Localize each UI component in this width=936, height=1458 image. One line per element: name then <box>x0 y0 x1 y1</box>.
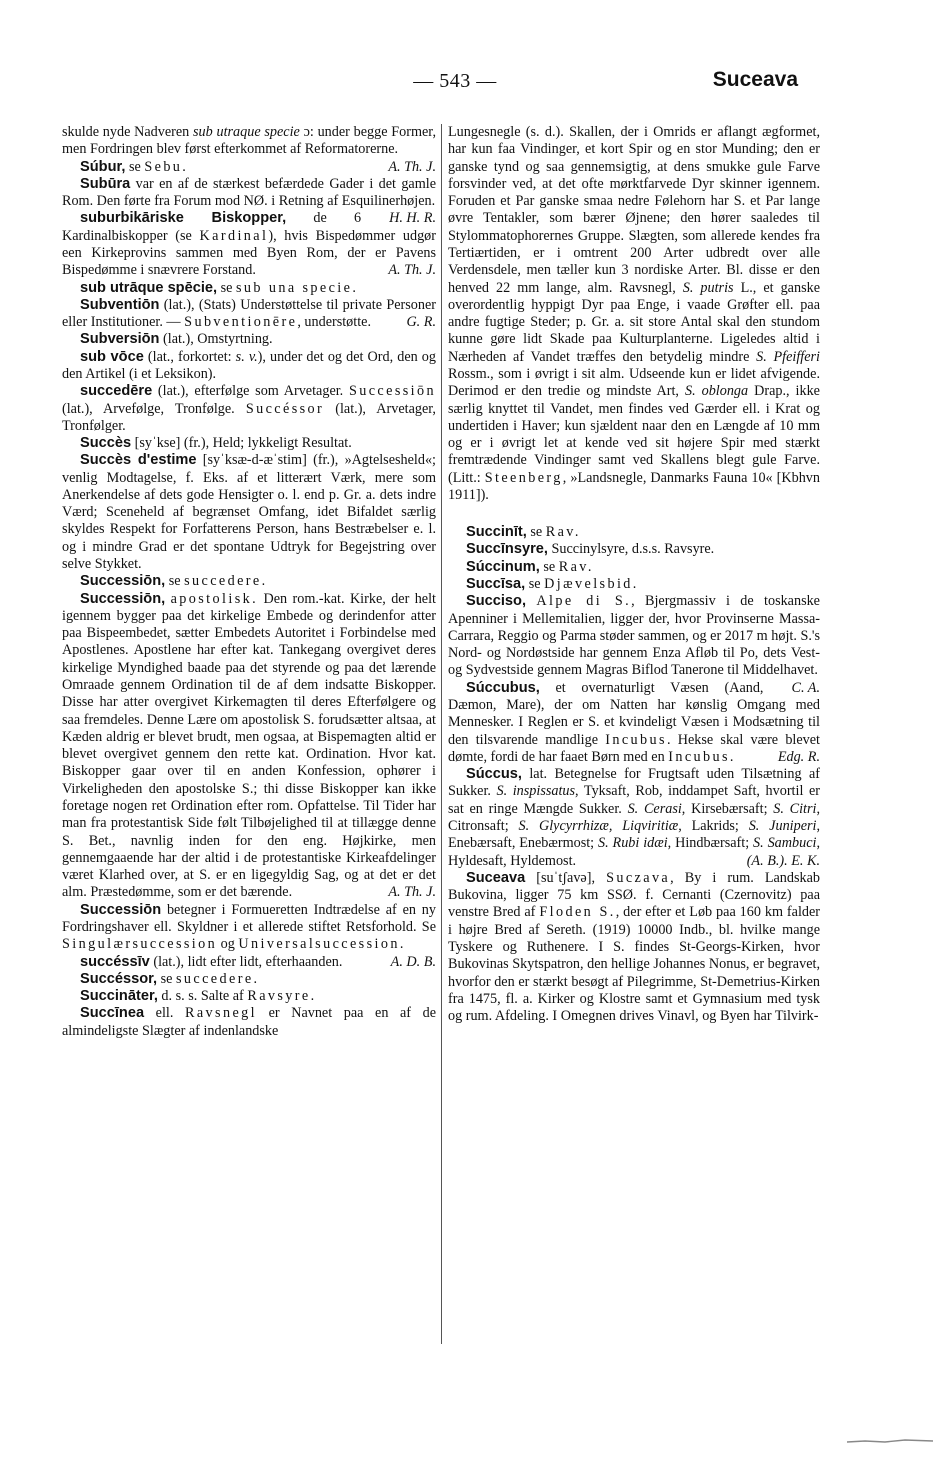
author-signature: G. R. <box>406 314 436 331</box>
italic-term: s. v. <box>235 348 258 365</box>
dictionary-entry <box>448 576 820 593</box>
entry-text: er Navnet paa en af de almindeligste Slægter af indenlandske <box>62 1005 437 1039</box>
dictionary-entry <box>62 435 436 452</box>
entry-text: , »Landsnegle, Danmarks Fauna 10« [Kbhvn 1911]). <box>448 469 820 503</box>
entry-text: , By i rum. Landskab Bukovina, ligger 75 km SSØ. f. Cernanti (Czernovitz) paa venstre Bred af <box>448 869 820 921</box>
dictionary-entry <box>62 591 436 902</box>
italic-term: S. Juniperi <box>748 817 817 834</box>
dictionary-entry <box>62 452 436 573</box>
entry-text <box>526 593 536 609</box>
entry-text: [syˈkse] (fr.), Held; lykkeligt Resultat. <box>131 435 352 452</box>
entry-headword: Súccinum, <box>466 558 540 575</box>
entry-text: ell. <box>144 1005 185 1022</box>
dictionary-entry <box>448 541 820 558</box>
entry-headword: sub utrāque spēcie, <box>80 279 218 296</box>
entry-text: Lungesnegle (s. d.). Skallen, der i Omrids er aflangt ægformet, har kun faa Vindinger, et kort Spir og en stor Munding; den er ganske tynd og saa gennemsigtig, at dens smukke gule Farve forsvinder ved, at det ofte mørktfarvede Dyr skinner igennem. Foruden et Par ganske smaa nedre Følehorn har S. et Par lange øvre Tentakler, som bærer Øjnene; den hører saaledes til Stylommatophorernes Gruppe. Slægten, som allerede kendes fra Tertiærtiden, er i omtrent 200 Arter udbredt over alle Verdensdele, men tæller kun 3 nordiske Arter. Bl. disse er den henved 22 mm lange, alm. Ravsnegl, <box>448 124 820 296</box>
entry-text: (lat.), Arvetager, Tronfølger. <box>62 400 436 434</box>
entry-text: et overnaturligt Væsen (Aand, Dæmon, Mare), der om Natten har kønslig Omgang med Mennesker. I Reglen er S. et kvindeligt Væsen i Modsætning til den tilsvarende mandlige <box>448 679 820 748</box>
entry-text: , Bjergmassiv i de toskanske Apenniner i Mellemitalien, ligger der, hvor Provinserne Massa-Carrara, Reggio og Parma støder sammen, og er 2017 m højt. S.'s Nord- og Nordøstside har gennem Enza Afløb til Po, dets Vest- og Sydvestside gennem Magras Biflod Tanerone til Middelhavet. <box>448 593 820 679</box>
cross-reference: sub una specie. <box>235 279 359 296</box>
right-column <box>448 124 820 1025</box>
entry-headword: Súccubus, <box>466 679 540 696</box>
entry-text: Drap., ikke særlig knyttet til Vandet, men findes ved Gærder ell. i Krat og undertiden i Haver; kun sjældent naar den en Længde af 10 mm og er i øvrigt let at kende ved sit højere Spir med stærkt fremtrædende Vindinger samt ved Skallens blegt gule Farve. (Litt.: <box>448 383 820 486</box>
italic-term: S. Sambuci <box>753 835 817 852</box>
entry-text: Rossm., som i øvrigt i sit alm. Udseende kun er lidet afvigende. Derimod er den tredie og mindste Art, <box>448 365 820 400</box>
dictionary-entry <box>62 988 436 1005</box>
dictionary-entry <box>448 559 820 576</box>
cross-reference: succedere. <box>176 970 260 987</box>
entry-headword: succedēre <box>80 383 153 400</box>
entry-text: var en af de stærkest befærdede Gader i det gamle Rom. Den førte fra Forum mod NØ. i Retning af Esquilinerhøjen. <box>62 175 436 210</box>
entry-text: skulde nyde Nadveren <box>62 124 194 140</box>
italic-term: S. Pfeifferi <box>756 348 820 365</box>
entry-text: se <box>525 576 545 593</box>
dictionary-entry <box>62 297 436 332</box>
dictionary-entry <box>62 971 436 988</box>
entry-text: (lat.), lidt efter lidt, efterhaanden. <box>149 953 343 970</box>
dictionary-entry <box>448 524 820 541</box>
entry-text: (lat.), Arvefølge, Tronfølge. <box>62 400 246 417</box>
entry-text: se <box>157 970 176 987</box>
entry-text: ɔ: under begge Former, men Fordringen blev først efterkommet af Reformatorerne. <box>62 124 436 158</box>
entry-headword: succéssīv <box>80 953 150 970</box>
dictionary-entry <box>62 349 436 384</box>
entry-headword: Succinīt, <box>466 524 527 541</box>
italic-term: S. Glycyrrhizæ, Liqviritiæ <box>518 817 679 834</box>
author-signature: H. H. R. <box>389 210 436 227</box>
cross-reference: Universalsuccession. <box>238 936 406 953</box>
entry-headword: Subūra <box>80 175 131 192</box>
entry-text: se <box>526 524 546 541</box>
entry-headword: suburbikāriske Biskopper, <box>80 210 287 227</box>
entry-text: , Hyldesaft, Hyldemost. <box>448 835 820 869</box>
author-signature: C. A. <box>791 679 820 696</box>
cross-reference: Successiōn <box>348 383 436 400</box>
entry-text: Succinylsyre, d.s.s. Ravsyre. <box>547 541 715 558</box>
entry-headword: Súbur, <box>80 158 126 175</box>
entry-text: se <box>125 158 145 175</box>
dictionary-entry <box>448 870 820 1026</box>
cross-reference: Floden S. <box>539 904 616 921</box>
italic-term: S. inspissatus <box>496 783 576 800</box>
cross-reference: Sebu. <box>144 158 189 175</box>
entry-text: ), under det og det Ord, den og den Artikel (i et Leksikon). <box>62 348 436 382</box>
entry-text: d. s. s. Salte af <box>157 988 248 1005</box>
author-signature: A. Th. J. <box>388 262 436 279</box>
dictionary-entry <box>62 280 436 297</box>
entry-headword: Successiōn, <box>80 573 166 590</box>
author-signature: A. Th. J. <box>388 158 436 175</box>
entry-text: se <box>217 279 236 296</box>
entry-text: (lat., forkortet: <box>143 348 236 365</box>
entry-text: L., et ganske overordentlig hyppigt Dyr paa Enge, i vaade Grøfter ell. paa andre fugtige Steder; p. Gr. a. sit store Antal skal den stundom kunne gøre lidt Skade paa Kulturplanterne. Ligeledes altid i Nærheden af Vandet træffes den betydelig mindre <box>448 279 820 365</box>
dictionary-entry <box>62 331 436 348</box>
entry-headword: Succīnea <box>80 1005 145 1022</box>
cross-reference: Rav. <box>545 524 581 541</box>
entry-text: ), hvis Bispedømmer udgør een Kirkeprovins sammen med Byen Rom, der er Pavens Bispedømme i snævrere Forstand. <box>62 227 436 279</box>
entry-headword: Súccus, <box>466 766 522 783</box>
cross-reference: Succéssor <box>245 400 325 417</box>
entry-headword: Subventiōn <box>80 296 160 313</box>
cross-reference: Subventionēre <box>184 314 298 331</box>
cross-reference: Singulærsuccession <box>62 936 218 953</box>
entry-text: (lat.), efterfølge som Arvetager. <box>152 383 349 400</box>
cross-reference: Steenberg <box>484 469 563 486</box>
entry-text: , Tyksaft, Rob, inddampet Saft, hvortil er sat en ringe Mængde Sukker. <box>448 783 820 817</box>
cross-reference: Incubus. <box>668 748 736 765</box>
author-signature: A. D. B. <box>390 953 436 970</box>
entry-text: se <box>539 558 559 575</box>
italic-term: sub utraque specie <box>193 124 300 140</box>
left-column <box>62 124 436 1040</box>
cross-reference: Suczava <box>606 869 671 886</box>
column-divider <box>441 124 442 1344</box>
cross-reference: Incubus <box>605 731 667 748</box>
entry-text: , Kirsebærsaft; <box>681 800 774 817</box>
author-signature: A. Th. J. <box>388 884 436 901</box>
italic-term: S. oblonga <box>684 383 749 400</box>
cross-reference: Ravsnegl <box>185 1005 258 1022</box>
entry-headword: sub vōce <box>80 348 144 365</box>
entry-text: , understøtte. <box>297 314 371 331</box>
cross-reference: apostolisk. <box>170 590 259 607</box>
entry-headword: Successiōn, <box>80 590 166 607</box>
running-head: Suceava <box>712 68 798 91</box>
entry-headword: Subversiōn <box>80 331 160 348</box>
dictionary-entry <box>62 573 436 590</box>
dictionary-entry <box>448 766 820 870</box>
entry-text: og <box>217 936 239 953</box>
entry-text: Den rom.-kat. Kirke, der helt igennem bygger paa det kirkelige Embede og derindenfor atter paa Bispeembedet, sætter Embedets Autoritet i Forbindelse med Apostlenes. Apostlene har efter kat. Tankegang overgivet deres kirkelige Myndighed baade paa det styrende og paa det lærende Omraade gennem Ordination til de af dem indsatte Biskopper. Disse har atter overgivet Kirkemagten til deres Efterfølgere og saa fremdeles. Denne Lære om apostolisk S. forudsætter altsaa, at Kæden aldrig er blevet brudt, men ogsaa, at Bispemagten altid er blevet overgivet gennem den rette kat. Ordination. Hvor kat. Biskopper gaar over til en anden Konfession, ophører i Virkeligheden den apostolske S.; thi disse Biskopper kan ikke foretage nogen ret Ordination efter rom. Opfattelse. Til Tider har man fra protestantisk Side følt Tilbøjelighed til at tillægge denne S. Bet., navnlig inden for den eng. Højkirke, men gennemgaaende har der altid i de protestantiske Kirkeafdelinger været Klarhed over, at S. er en ligegyldig Sag, og at det er det alm. Præstedømme, som er det bærende. <box>62 590 436 901</box>
entry-text: . Hekse skal være blevet dømte, fordi de har faaet Børn med en <box>448 731 820 765</box>
entry-text: betegner i Formueretten Indtrædelse af en ny Fordringshaver ell. Skyldner i et allerede stiftet Retsforhold. Se <box>62 901 436 935</box>
entry-text: (lat.), Omstyrtning. <box>159 331 273 348</box>
cross-reference: Kardinal <box>199 227 269 244</box>
entry-headword: Suceava <box>466 869 526 886</box>
entry-headword: Succīnsyre, <box>466 541 548 558</box>
entry-text: [suˈtʃavə], <box>525 869 607 886</box>
entry-text: se <box>165 573 185 590</box>
entry-text: , der efter et Løb paa 160 km falder i højre Bred af Sereth. (1919) 10000 Indb., bl. hvilke mange Tyskere og Ruthenere. I S. findes St-Georgs-Kirken, hvor Bukovinas Skytspatron, den hellige Johannes Nonus, er begravet, hvorfor den er stærkt besøgt af Pilegrimme, St-Demetrius-Kirken fra 1475, fl. a. Kirker og Klostre samt et Gymnasium med tysk og rum. Afdeling. I Omegnen drives Vinavl, og Byen har Tilvirk- <box>448 904 821 1025</box>
italic-term: S. Citri <box>773 800 817 817</box>
entry-headword: Succès <box>80 435 132 452</box>
entry-headword: Succéssor, <box>80 970 158 987</box>
entry-headword: Succināter, <box>80 988 158 1005</box>
entry-headword: Succès d'estime <box>80 452 197 469</box>
entry-text: , Lakrids; <box>678 817 749 834</box>
dictionary-entry <box>62 383 436 435</box>
dictionary-entry <box>62 1005 436 1040</box>
entry-text: lat. Betegnelse for Frugtsaft uden Tilsætning af Sukker. <box>448 766 820 800</box>
entry-headword: Succiso, <box>466 593 527 610</box>
scan-artifact-mark <box>845 1438 935 1444</box>
cross-reference: Rav. <box>558 558 594 575</box>
cross-reference: Alpe di S. <box>536 593 632 610</box>
entry-headword: Succīsa, <box>466 576 526 593</box>
entry-headword: Successiōn <box>80 901 162 918</box>
entry-text: [syˈksæ-d-æˈstim] (fr.), »Agtelsesheld«; venlig Modtagelse, f. Eks. af et litterært Værk, mere som Anerkendelse af dets gode Hensigter o. l. end p. Gr. a. dets indre Værd; Sceneheld af begrænset Omfang, idet Bifaldet særlig skyldes Respekt for Forfatterens Person, hans Bestræbelser e. l. og i mindre Grad er det spontane Udtryk for Begejstring over selve Stykket. <box>62 452 436 573</box>
cross-reference: succedere. <box>184 573 268 590</box>
author-signature: (A. B.). E. K. <box>746 852 820 869</box>
cross-reference: Djævelsbid. <box>544 576 639 593</box>
entry-text: , Hindbærsaft; <box>667 835 754 852</box>
italic-term: S. Rubi idæi <box>598 835 668 852</box>
italic-term: S. putris <box>682 279 734 296</box>
entry-text: (lat.), (Stats) Understøttelse til private Personer eller Institutioner. — <box>62 296 436 331</box>
author-signature: Edg. R. <box>777 748 820 765</box>
entry-text: de 6 Kardinalbiskopper (se <box>62 210 362 244</box>
entry-text: , Enebærsaft, Enebærmost; <box>448 817 820 852</box>
italic-term: S. Cerasi <box>627 800 682 817</box>
page-number: — 543 — <box>413 70 497 92</box>
cross-reference: Ravsyre. <box>247 988 317 1005</box>
entry-text: , Citronsaft; <box>448 800 820 834</box>
entry-continuation <box>448 124 820 504</box>
